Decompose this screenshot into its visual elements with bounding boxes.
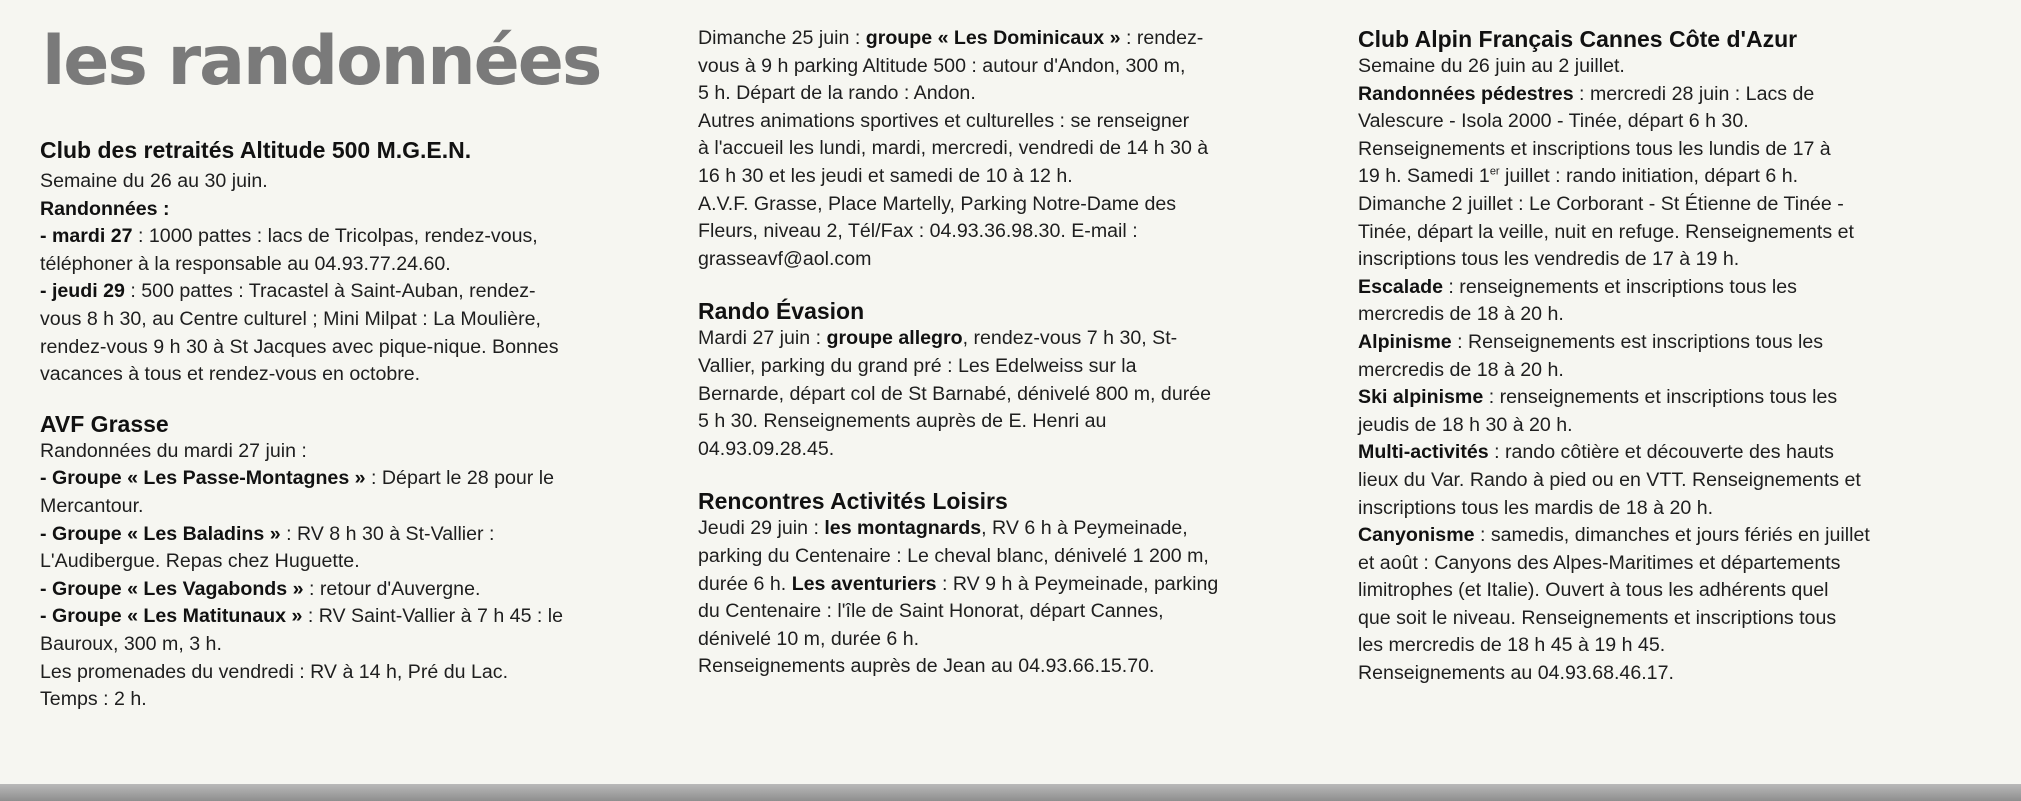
section-mgen [40, 136, 670, 389]
avf-group-2-label: - Groupe « Les Baladins » [40, 522, 281, 545]
section-avf [40, 410, 670, 714]
caf-escalade-text-1: : renseignements et inscriptions tous les [1442, 275, 1797, 298]
evasion-text-5: 04.93.09.28.45. [698, 437, 835, 460]
heading-mgen: Club des retraités Altitude 500 M.G.E.N. [40, 137, 472, 163]
dom-text-7: A.V.F. Grasse, Place Martelly, Parking Notre-Dame des [698, 192, 1177, 215]
avf-group-4-text: : RV Saint-Vallier à 7 h 45 : le [302, 605, 564, 628]
scan-bottom-edge [0, 784, 2021, 801]
caf-rando-text-4a: 19 h. Samedi 1 [1358, 165, 1490, 188]
avf-promenades: Les promenades du vendredi : RV à 14 h, Pré du Lac. [40, 660, 509, 683]
column-3 [1358, 25, 2008, 688]
caf-rando-text-2: Valescure - Isola 2000 - Tinée, départ 6 h 30. [1358, 110, 1749, 133]
mgen-jeudi-text-2: vous 8 h 30, au Centre culturel ; Mini Milpat : La Moulière, [40, 307, 541, 330]
ral-text-3a: durée 6 h. [698, 572, 792, 595]
ral-text-3b: : RV 9 h à Peymeinade, parking [936, 572, 1219, 595]
caf-canyon-text-4: que soit le niveau. Renseignements et inscriptions tous [1358, 606, 1837, 629]
dom-text-4: Autres animations sportives et culturelles : se renseigner [698, 109, 1190, 132]
dom-group-label: groupe « Les Dominicaux » [865, 27, 1121, 49]
mgen-rando-label: Randonnées : [40, 197, 170, 220]
caf-rando-text-6: Tinée, départ la veille, nuit en refuge. Renseignements et [1358, 220, 1854, 243]
caf-superscript: er [1489, 165, 1500, 178]
dom-text-5: à l'accueil les lundi, mardi, mercredi, vendredi de 14 h 30 à [698, 137, 1209, 160]
caf-rando-text-5: Dimanche 2 juillet : Le Corborant - St Étienne de Tinée - [1358, 192, 1844, 215]
section-caf [1358, 25, 2008, 688]
caf-phone: Renseignements au 04.93.68.46.17. [1358, 662, 1674, 685]
caf-rando-text-4b: juillet : rando initiation, départ 6 h. [1499, 165, 1799, 188]
caf-rando-text-7: inscriptions tous les vendredis de 17 à 19 h. [1358, 248, 1740, 271]
evasion-text-1b: , rendez-vous 7 h 30, St- [962, 327, 1178, 350]
avf-group-4-label: - Groupe « Les Matitunaux » [40, 605, 303, 628]
caf-ski-label: Ski alpinisme [1358, 386, 1484, 409]
ral-text-5: dénivelé 10 m, durée 6 h. [698, 627, 920, 650]
ral-text-1a: Jeudi 29 juin : [698, 517, 825, 540]
mgen-mardi-text-2: téléphoner à la responsable au 04.93.77.24.60. [40, 252, 451, 275]
caf-canyon-label: Canyonisme [1358, 524, 1475, 547]
caf-multi-text-2: lieux du Var. Rando à pied ou en VTT. Renseignements et [1358, 468, 1861, 491]
mgen-jeudi-text-4: vacances à tous et rendez-vous en octobre. [40, 363, 421, 386]
caf-ski-text-2: jeudis de 18 h 30 à 20 h. [1358, 413, 1573, 436]
section-rencontres [698, 487, 1333, 681]
caf-canyon-text-2: et août : Canyons des Alpes-Maritimes et départements [1358, 551, 1841, 574]
caf-alpinisme-text-1: : Renseignements est inscriptions tous les [1451, 330, 1824, 353]
caf-alpinisme-text-2: mercredis de 18 à 20 h. [1358, 358, 1564, 381]
dom-text-8: Fleurs, niveau 2, Tél/Fax : 04.93.36.98.30. E-mail : [698, 220, 1138, 243]
section-dominicaux [698, 25, 1333, 273]
avf-group-3-label: - Groupe « Les Vagabonds » [40, 577, 304, 600]
caf-ski-text-1: : renseignements et inscriptions tous les [1483, 386, 1838, 409]
caf-rando-text-1: : mercredi 28 juin : Lacs de [1573, 82, 1815, 105]
avf-group-1-label: - Groupe « Les Passe-Montagnes » [40, 467, 366, 490]
caf-multi-text-3: inscriptions tous les mardis de 18 à 20 h. [1358, 496, 1714, 519]
avf-intro: Randonnées du mardi 27 juin : [40, 439, 307, 462]
caf-canyon-text-1: : samedis, dimanches et jours fériés en juillet [1474, 524, 1870, 547]
evasion-text-2: Vallier, parking du grand pré : Les Edelweiss sur la [698, 354, 1137, 377]
caf-canyon-text-3: limitrophes (et Italie). Ouvert à tous les adhérents quel [1358, 579, 1829, 602]
heading-rencontres: Rencontres Activités Loisirs [698, 488, 1008, 515]
avf-group-2-text: : RV 8 h 30 à St-Vallier : [280, 522, 495, 545]
ral-text-4: du Centenaire : l'île de Saint Honorat, départ Cannes, [698, 600, 1164, 623]
column-2 [698, 25, 1333, 681]
heading-avf: AVF Grasse [40, 410, 169, 437]
heading-caf: Club Alpin Français Cannes Côte d'Azur [1358, 26, 1798, 52]
avf-promenades-2: Temps : 2 h. [40, 688, 147, 711]
evasion-text-1a: Mardi 27 juin : [698, 327, 827, 350]
section-rando-evasion [698, 297, 1333, 463]
avf-group-1-text-2: Mercantour. [40, 494, 144, 517]
column-1 [40, 136, 670, 714]
dom-text-6: 16 h 30 et les jeudi et samedi de 10 à 12 h. [698, 164, 1073, 187]
heading-rando-evasion: Rando Évasion [698, 298, 865, 325]
avf-group-3-text: : retour d'Auvergne. [303, 577, 481, 600]
mgen-jeudi-text: : 500 pattes : Tracastel à Saint-Auban, rendez- [124, 280, 536, 303]
evasion-group-label: groupe allegro [826, 327, 963, 350]
mgen-mardi-text: : 1000 pattes : lacs de Tricolpas, rendez-vous, [132, 225, 538, 248]
avf-group-2-text-2: L'Audibergue. Repas chez Huguette. [40, 550, 360, 573]
mgen-jeudi-text-3: rendez-vous 9 h 30 à St Jacques avec pique-nique. Bonnes [40, 335, 559, 358]
ral-text-6: Renseignements auprès de Jean au 04.93.66.15.70. [698, 655, 1155, 678]
caf-escalade-label: Escalade [1358, 275, 1443, 298]
caf-multi-label: Multi-activités [1358, 441, 1489, 464]
ral-aventuriers-label: Les aventuriers [791, 572, 937, 595]
caf-multi-text-1: : rando côtière et découverte des hauts [1488, 441, 1834, 464]
caf-rando-label: Randonnées pédestres [1358, 82, 1574, 105]
dom-text-2: vous à 9 h parking Altitude 500 : autour d'Andon, 300 m, [698, 54, 1186, 77]
page-title: les randonnées [42, 22, 601, 101]
caf-escalade-text-2: mercredis de 18 à 20 h. [1358, 303, 1564, 326]
dom-text-1a: Dimanche 25 juin : [698, 27, 866, 49]
avf-group-1-text: : Départ le 28 pour le [365, 467, 555, 490]
caf-canyon-text-5: les mercredis de 18 h 45 à 19 h 45. [1358, 634, 1666, 657]
ral-montagnards-label: les montagnards [824, 517, 982, 540]
caf-week: Semaine du 26 juin au 2 juillet. [1358, 55, 1625, 77]
avf-group-4-text-2: Bauroux, 300 m, 3 h. [40, 632, 222, 655]
mgen-week: Semaine du 26 au 30 juin. [40, 170, 268, 192]
avf-email: grasseavf@aol.com [698, 247, 872, 270]
ral-text-2: parking du Centenaire : Le cheval blanc, dénivelé 1 200 m, [698, 544, 1209, 567]
caf-rando-text-3: Renseignements et inscriptions tous les lundis de 17 à [1358, 137, 1831, 160]
ral-text-1b: , RV 6 h à Peymeinade, [981, 517, 1188, 540]
mgen-mardi-label: - mardi 27 [40, 225, 133, 248]
dom-text-1b: : rendez- [1120, 27, 1204, 49]
evasion-text-4: 5 h 30. Renseignements auprès de E. Henri au [698, 410, 1107, 433]
mgen-jeudi-label: - jeudi 29 [40, 280, 125, 303]
evasion-text-3: Bernarde, départ col de St Barnabé, dénivelé 800 m, durée [698, 382, 1212, 405]
caf-alpinisme-label: Alpinisme [1358, 330, 1452, 353]
dom-text-3: 5 h. Départ de la rando : Andon. [698, 82, 976, 105]
